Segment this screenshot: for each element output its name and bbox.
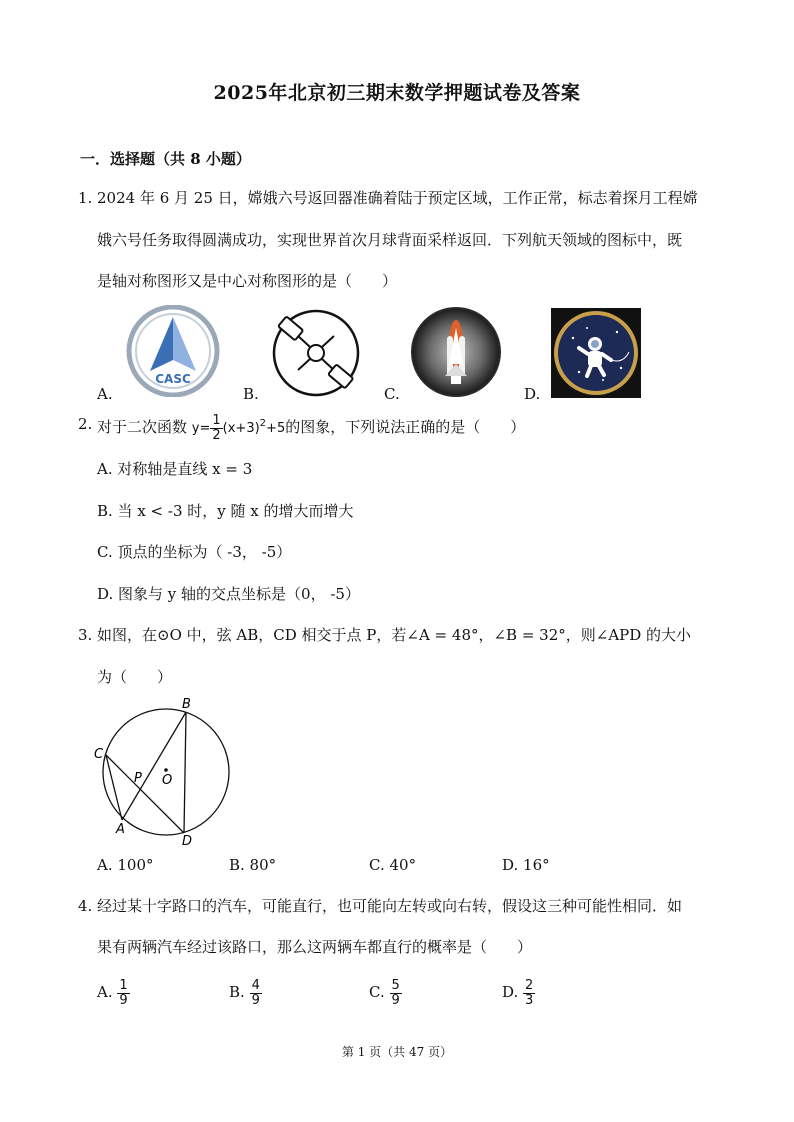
q4-option-d-label: D. [502, 983, 519, 1001]
q4-d-num: 2 [525, 977, 534, 993]
q4-d-den: 3 [525, 992, 534, 1008]
q1-line1: 2024 年 6 月 25 日，嫦娥六号返回器准确着陆于预定区域，工作正常，标志着探月工程嫦 [97, 189, 698, 207]
q4-b-num: 4 [251, 977, 260, 993]
section-heading: 一．选择题（共 8 小题） [80, 150, 251, 168]
q4-c-num: 5 [391, 977, 400, 993]
q2-tail: +5 [266, 421, 286, 436]
space-shuttle-image [409, 306, 503, 398]
q4-a-num: 1 [119, 977, 128, 993]
q1-option-b: B. [243, 385, 259, 403]
q4-option-d-fraction [523, 979, 535, 1008]
q2-stem [97, 406, 525, 447]
q4-line1: 经过某十字路口的汽车，可能直行，也可能向左转或向右转，假设这三种可能性相同．如 [97, 897, 683, 915]
page-footer: 第 1 页（共 47 页） [341, 1045, 453, 1059]
q2-frac-den: 2 [212, 427, 221, 443]
q4-option-c [369, 974, 402, 1010]
q3-option-b: B. 80° [229, 856, 277, 874]
q2-inner: (x+3) [222, 421, 260, 436]
q4-option-c-fraction [390, 979, 402, 1008]
page-title: 2025年北京初三期末数学押题试卷及答案 [213, 82, 581, 104]
q2-option-b: B. 当 x < -3 时，y 随 x 的增大而增大 [97, 502, 354, 520]
q1-line3: 是轴对称图形又是中心对称图形的是（ ） [97, 272, 398, 290]
q4-option-b-label: B. [229, 983, 245, 1001]
label-a: A [116, 822, 125, 837]
label-b: B [182, 697, 191, 712]
q4-option-a [97, 974, 130, 1010]
segment-ca [106, 755, 122, 820]
q1-number: 1. [78, 189, 93, 207]
q3-option-d: D. 16° [502, 856, 550, 874]
q2-y-eq: y= [191, 421, 211, 436]
q2-fraction [210, 414, 222, 443]
q3-option-c: C. 40° [369, 856, 417, 874]
q4-a-den: 9 [119, 992, 128, 1008]
q4-c-den: 9 [391, 992, 400, 1008]
segment-bd [184, 712, 186, 833]
casc-logo-text: CASC [155, 372, 191, 386]
q4-option-c-label: C. [369, 983, 385, 1001]
q3-line1: 如图，在⊙O 中，弦 AB，CD 相交于点 P，若∠A = 48°，∠B = 32°，则∠APD 的大小 [97, 626, 692, 644]
q2-option-d: D. 图象与 y 轴的交点坐标是（0， -5） [97, 585, 360, 603]
q4-option-a-fraction [117, 979, 129, 1008]
satellite-icon [268, 308, 364, 398]
center-point [164, 768, 168, 772]
q4-option-a-label: A. [97, 983, 113, 1001]
q2-option-a: A. 对称轴是直线 x = 3 [97, 460, 253, 478]
label-o: O [162, 773, 173, 788]
label-d: D [182, 834, 193, 848]
q2-prefix: 对于二次函数 [97, 418, 192, 436]
q1-option-d: D. [524, 385, 541, 403]
circle-o [103, 709, 229, 835]
q3-circle-diagram [90, 692, 240, 848]
q4-b-den: 9 [251, 992, 260, 1008]
q3-line2: 为（ ） [97, 668, 173, 686]
q1-option-a: A. [97, 385, 113, 403]
q2-option-c: C. 顶点的坐标为（ -3， -5） [97, 543, 292, 561]
q3-number: 3. [78, 626, 93, 644]
q3-option-a: A. 100° [97, 856, 154, 874]
q2-frac-num: 1 [212, 412, 221, 428]
q4-line2: 果有两辆汽车经过该路口，那么这两辆车都直行的概率是（ ） [97, 938, 533, 956]
q4-option-d [502, 974, 535, 1010]
q2-suffix: 的图象，下列说法正确的是（ ） [285, 418, 526, 436]
q2-number: 2. [78, 415, 93, 433]
label-p: P [134, 771, 142, 786]
casc-logo-image [124, 305, 222, 397]
q1-option-c: C. [384, 385, 400, 403]
astronaut-badge-image [551, 308, 641, 398]
q4-option-b [229, 974, 262, 1010]
q4-option-b-fraction [250, 979, 262, 1008]
q4-number: 4. [78, 897, 93, 915]
q2-exponent: 2 [259, 418, 267, 429]
label-c: C [94, 747, 104, 762]
q1-line2: 娥六号任务取得圆满成功，实现世界首次月球背面采样返回．下列航天领域的图标中，既 [97, 231, 683, 249]
